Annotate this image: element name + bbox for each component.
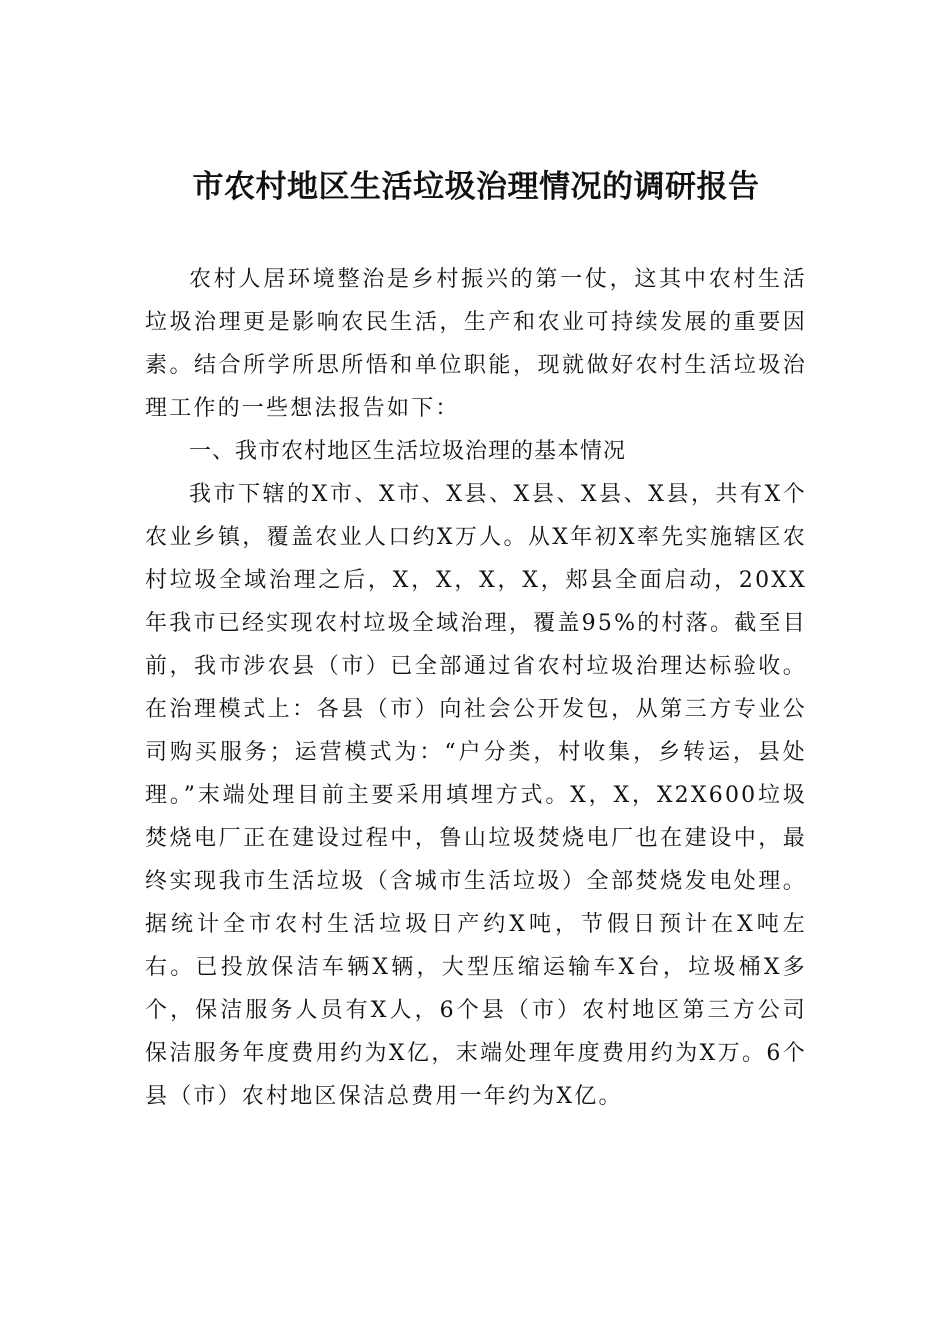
intro-paragraph: 农村人居环境整治是乡村振兴的第一仗，这其中农村生活垃圾治理更是影响农民生活，生产和农业可持续发展的重要因素。结合所学所思所悟和单位职能，现就做好农村生活垃圾治理工作的一些想法报告如下： [145,267,807,421]
section-paragraph: 我市下辖的X市、X市、X县、X县、X县、X县，共有X个农业乡镇，覆盖农业人口约X万人。从X年初X率先实施辖区农村垃圾全域治理之后，X，X，X，X，郏县全面启动，20XX年我市已经实现农村垃圾全域治理，覆盖95%的村落。截至目前，我市涉农县（市）已全部通过省农村垃圾治理达标验收。在治理模式上：各县（市）向社会公开发包，从第三方专业公司购买服务；运营模式为：“户分类，村收集，乡转运，县处理。”末端处理目前主要采用填埋方式。X，X，X2X600垃圾焚烧电厂正在建设过程中，鲁山垃圾焚烧电厂也在建设中，最终实现我市生活垃圾（含城市生活垃圾）全部焚烧发电处理。据统计全市农村生活垃圾日产约X吨，节假日预计在X吨左右。已投放保洁车辆X辆，大型压缩运输车X台，垃圾桶X多个，保洁服务人员有X人，6个县（市）农村地区第三方公司保洁服务年度费用约为X亿，末端处理年度费用约为X万。6个县（市）农村地区保洁总费用一年约为X亿。 [145,482,807,1109]
document-title: 市农村地区生活垃圾治理情况的调研报告 [192,169,760,205]
section-heading: 一、我市农村地区生活垃圾治理的基本情况 [189,439,627,464]
document-body [145,258,807,1118]
